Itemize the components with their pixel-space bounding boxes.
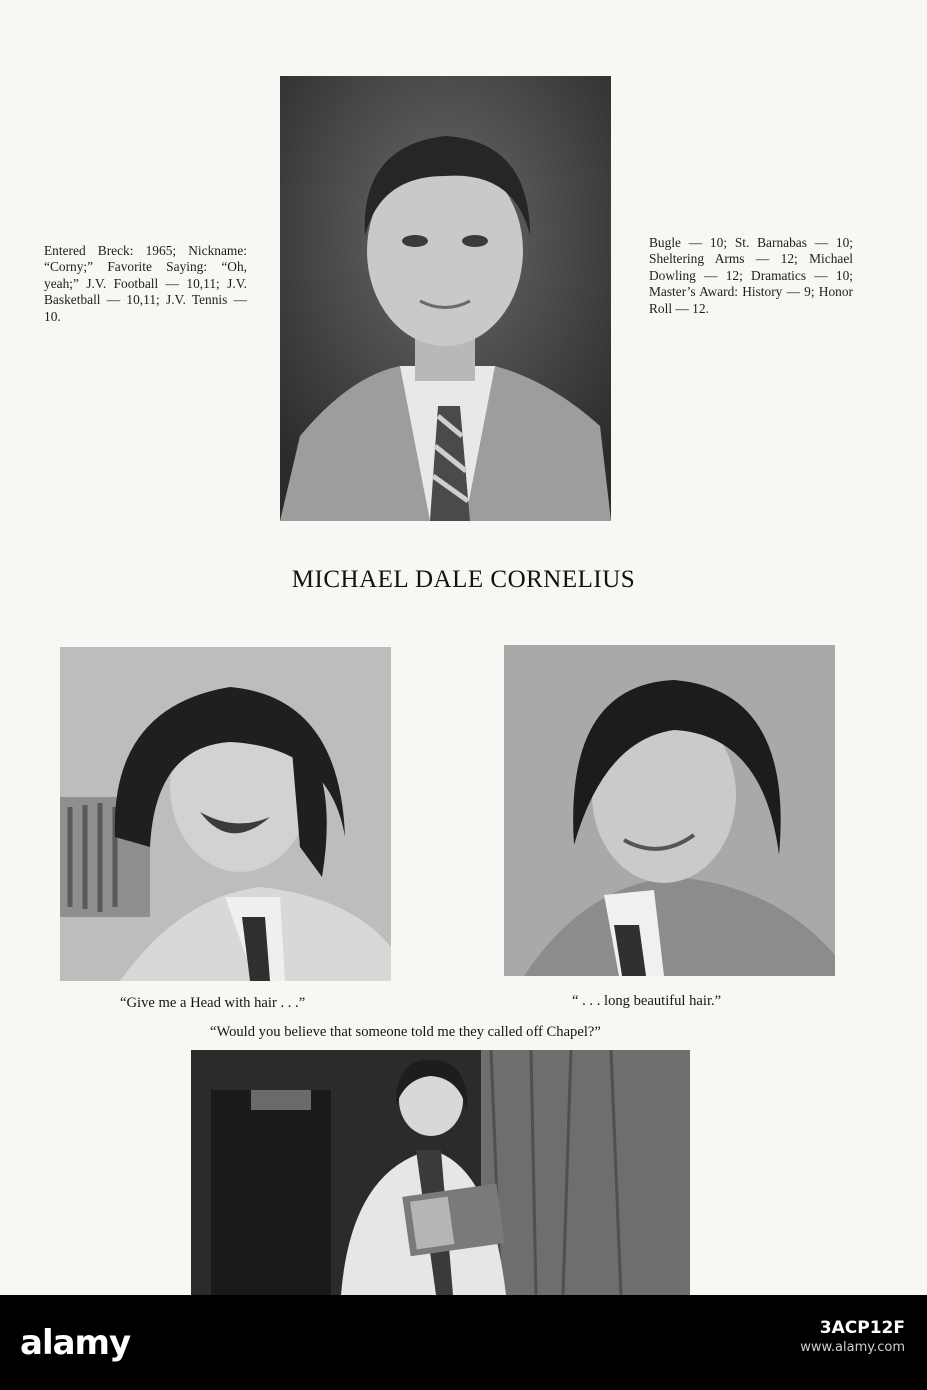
formal-portrait-photo bbox=[280, 76, 611, 521]
laughing-candid-photo bbox=[60, 647, 391, 981]
caption-bottom: “Would you believe that someone told me they called off Chapel?” bbox=[210, 1024, 601, 1040]
smiling-candid-photo bbox=[504, 645, 835, 976]
caption-left: “Give me a Head with hair . . .” bbox=[120, 995, 306, 1011]
site-url: www.alamy.com bbox=[800, 1340, 905, 1355]
alamy-logo: alamy bbox=[20, 1323, 131, 1363]
left-bio-text: Entered Breck: 1965; Nickname: “Corny;” Favorite Saying: “Oh, yeah;” J.V. Football — 10,11; J.V. Basketball — 10,11; J.V. Tennis — 10. bbox=[44, 243, 247, 324]
caption-right: “ . . . long beautiful hair.” bbox=[572, 993, 722, 1009]
right-bio-text: Bugle — 10; St. Barnabas — 10; Sheltering Arms — 12; Michael Dowling — 12; Dramatics — 10; Master’s Award: History — 9; Honor Roll — 12. bbox=[649, 235, 853, 316]
watermark-info bbox=[800, 1318, 905, 1358]
image-id: 3ACP12F bbox=[819, 1318, 905, 1338]
watermark-footer bbox=[0, 1295, 927, 1390]
student-name: MICHAEL DALE CORNELIUS bbox=[291, 566, 636, 593]
reading-book-photo bbox=[191, 1050, 690, 1295]
